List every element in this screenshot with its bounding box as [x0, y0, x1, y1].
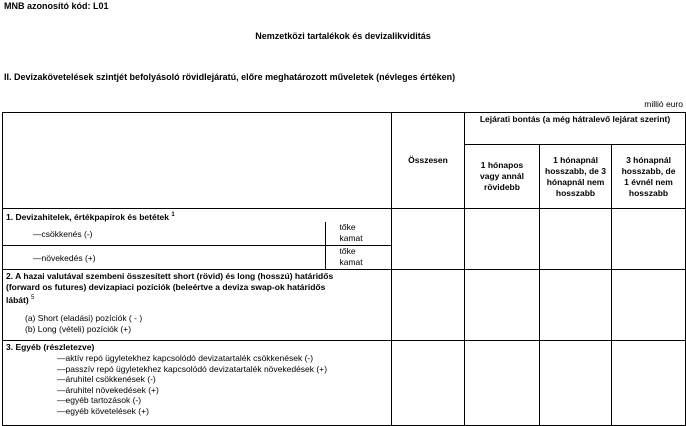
- row-fx-label-cell: [3, 270, 392, 341]
- cell-total[interactable]: [392, 341, 465, 426]
- unit-label: millió euro: [644, 99, 683, 109]
- row-other-label: 3. Egyéb (részletezve): [6, 342, 95, 352]
- section-title: II. Devizakövetelések szintjét befolyásoló rövidlejáratú, előre meghatározott műveletek (névleges értéken): [4, 72, 456, 82]
- cell-3m-1y[interactable]: [612, 270, 686, 341]
- cell-1m[interactable]: [465, 209, 540, 270]
- cell-1m[interactable]: [465, 341, 540, 426]
- report-table: [2, 112, 686, 426]
- col-1m-header: 1 hónapos vagy annál rövidebb: [465, 145, 540, 209]
- row-loans-label: 1. Devizahitelek, értékpapírok és betétek $^1$: [6, 211, 175, 222]
- decrease-label: —csökkenés (-): [3, 222, 325, 246]
- row-loans-sub: [3, 222, 391, 269]
- row-loans-label-cell: [3, 209, 392, 270]
- cell-total[interactable]: [392, 209, 465, 270]
- row-fx-sub: (a) Short (eladási) pozíciók ( - ) (b) Long (vételi) pozíciók (+): [25, 312, 143, 334]
- row-other-items: [3, 353, 391, 417]
- col-1-3m-header: 1 hónapnál hosszabb, de 3 hónapnál nem hosszabb: [540, 145, 612, 209]
- increase-principal-interest: tőke kamat: [339, 246, 363, 267]
- list-item: —egyéb tartozások (-): [57, 395, 142, 406]
- form-code: MNB azonosító kód: L01: [4, 1, 109, 11]
- maturity-header: Lejárati bontás (a még hátralevő lejárat szerint): [465, 113, 686, 145]
- col-3m-1y-header: 3 hónapnál hosszabb, de 1 évnél nem hosszabb: [612, 145, 686, 209]
- header-row-top: [3, 113, 686, 145]
- row-fx-positions: [3, 270, 686, 341]
- page-title: Nemzetközi tartalékok és devizalikviditás: [255, 31, 431, 41]
- cell-3m-1y[interactable]: [612, 209, 686, 270]
- cell-1m[interactable]: [465, 270, 540, 341]
- row-other: [3, 341, 686, 426]
- cell-1-3m[interactable]: [540, 341, 612, 426]
- row-fx-label: 2. A hazai valutával szembeni összesített short (rövid) és long (hosszú) határidős (forward os futures) devizapiaci pozíciók (beleértve a deviza swap-ok határidős lábát) $^5$: [6, 271, 334, 305]
- row-other-label-cell: [3, 341, 392, 426]
- cell-1-3m[interactable]: [540, 209, 612, 270]
- col-total-header: Összesen: [392, 113, 465, 209]
- cell-total[interactable]: [392, 270, 465, 341]
- list-item: —aktív repó ügyletekhez kapcsolódó devizatartalék csökkenések (-): [57, 353, 314, 363]
- list-item: —áruhitel csökkenések (-): [57, 374, 156, 385]
- decrease-principal-interest: tőke kamat: [325, 222, 391, 246]
- list-item: —passzív repó ügyletekhez kapcsolódó devizatartalék növekedések (+): [57, 363, 328, 374]
- cell-3m-1y[interactable]: [612, 341, 686, 426]
- increase-label: —növekedés (+): [3, 246, 325, 270]
- list-item: —egyéb követelések (+): [57, 405, 149, 416]
- list-item: —áruhitel növekedések (+): [57, 384, 159, 395]
- cell-1-3m[interactable]: [540, 270, 612, 341]
- row-loans: [3, 209, 686, 270]
- header-blank: [3, 113, 392, 209]
